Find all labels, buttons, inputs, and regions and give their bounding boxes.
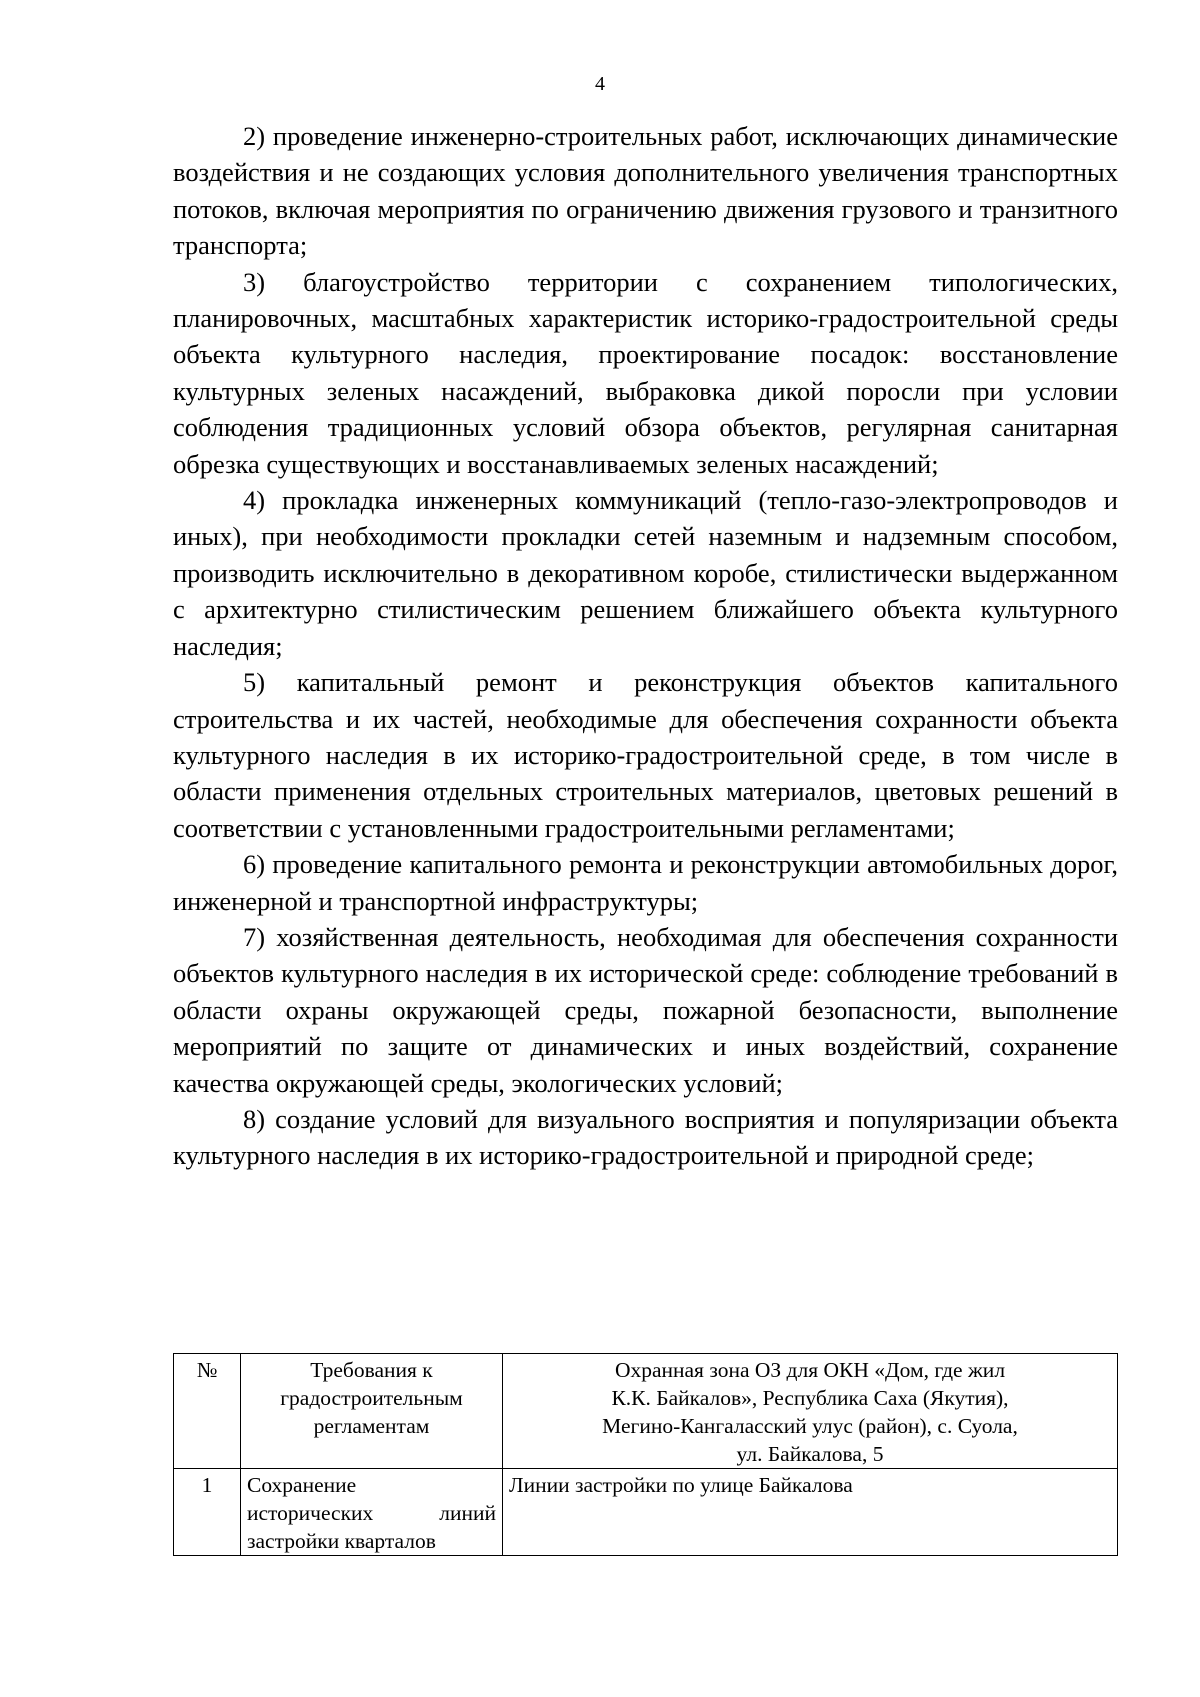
- paragraph-item-6: 6) проведение капитального ремонта и реконструкции автомобильных дорог, инженерной и транспортной инфраструктуры;: [173, 849, 1118, 916]
- header-zone-line: Мегино-Кангаласский улус (район), с. Суола,: [602, 1414, 1018, 1438]
- paragraph-item-4: 4) прокладка инженерных коммуникаций (тепло-газо-электропроводов и иных), при необходимости прокладки сетей наземным и надземным способом, производить исключительно в декоративном коробе, стилистически выдержанном с архитектурно стилистическим решением ближайшего объекта культурного наследия;: [173, 485, 1118, 661]
- header-zone-line: ул. Байкалова, 5: [736, 1442, 884, 1466]
- row-requirement-line: Сохранение: [247, 1473, 357, 1497]
- paragraph-item-3: 3) благоустройство территории с сохранением типологических, планировочных, масштабных характеристик историко-градостроительной среды объекта культурного наследия, проектирование посадок: восстановление культурных зеленых насаждений, выбраковка дикой поросли при условии соблюдения традиционных условий обзора объектов, регулярная санитарная обрезка существующих и восстанавливаемых зеленых насаждений;: [173, 266, 1118, 479]
- page-number: 4: [595, 73, 605, 95]
- paragraph-item-5: 5) капитальный ремонт и реконструкция объектов капитального строительства и их частей, необходимые для обеспечения сохранности объекта культурного наследия в их историко-градостроительной среде, в том числе в области применения отдельных строительных материалов, цветовых решений в соответствии с установленными градостроительными регламентами;: [173, 667, 1118, 843]
- paragraph-item-7: 7) хозяйственная деятельность, необходимая для обеспечения сохранности объектов культурного наследия в их исторической среде: соблюдение требований в области охраны окружающей среды, пожарной безопасности, выполнение мероприятий по защите от динамических и иных воздействий, сохранение качества окружающей среды, экологических условий;: [173, 921, 1118, 1098]
- header-zone-line: Охранная зона ОЗ для ОКН «Дом, где жил: [614, 1358, 1006, 1382]
- paragraph-item-8: 8) создание условий для визуального восприятия и популяризации объекта культурного наследия в их историко-градостроительной и природной среде;: [173, 1103, 1118, 1171]
- row-num-cell: 1: [174, 1469, 241, 1556]
- paragraph-item-2: 2) проведение инженерно-строительных работ, исключающих динамические воздействия и не создающих условия дополнительного увеличения транспортных потоков, включая мероприятия по ограничению движения грузового и транзитного транспорта;: [173, 121, 1118, 261]
- header-requirements-line: регламентам: [313, 1414, 430, 1438]
- row-requirement-cell: [241, 1469, 503, 1556]
- header-requirements-cell: [241, 1354, 503, 1469]
- table-row: [174, 1469, 1118, 1556]
- document-body: [173, 118, 1118, 1174]
- header-requirements-line: градостроительным: [280, 1386, 463, 1410]
- header-zone-cell: [503, 1354, 1118, 1469]
- header-requirements-line: Требования к: [310, 1358, 433, 1382]
- header-zone-line: К.К. Байкалов», Республика Саха (Якутия),: [611, 1386, 1009, 1410]
- header-num-cell: №: [174, 1354, 241, 1469]
- row-zone-cell: Линии застройки по улице Байкалова: [503, 1469, 1118, 1556]
- regulations-table: [173, 1353, 1118, 1556]
- table-header-row: [174, 1354, 1118, 1469]
- row-requirement-line: застройки кварталов: [247, 1529, 436, 1553]
- row-requirement-line: исторических линий: [247, 1501, 496, 1525]
